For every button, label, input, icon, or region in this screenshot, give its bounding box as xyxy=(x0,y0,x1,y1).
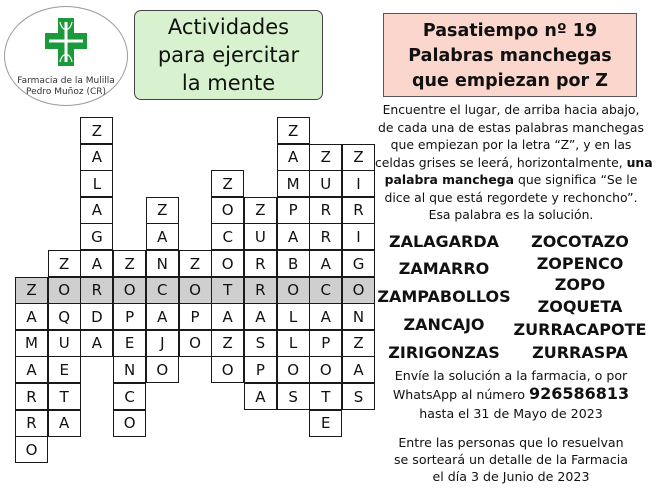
word-list-item: ZAMARRO xyxy=(398,259,490,278)
crossword-cell: P xyxy=(179,303,212,330)
crossword-cell: A xyxy=(277,144,310,171)
crossword-cell: U xyxy=(244,223,277,250)
crossword-cell: A xyxy=(244,383,277,410)
crossword-cell: A xyxy=(244,303,277,330)
crossword-cell: P xyxy=(309,330,342,357)
crossword-cell: Z xyxy=(80,117,113,144)
crossword-cell: O xyxy=(113,410,146,437)
crossword-cell: Z xyxy=(179,250,212,277)
crossword-cell: E xyxy=(309,410,342,437)
crossword-cell: Z xyxy=(113,250,146,277)
crossword-cell: E xyxy=(113,330,146,357)
crossword-cell: G xyxy=(80,223,113,250)
crossword-cell: A xyxy=(342,356,375,383)
crossword-cell: A xyxy=(80,197,113,224)
crossword-solution-cell: O xyxy=(48,277,81,304)
crossword-cell: S xyxy=(342,383,375,410)
word-list-item: ZIRIGONZAS xyxy=(388,343,500,362)
crossword-cell: L xyxy=(277,330,310,357)
raffle-line: se sorteará un detalle de la Farmacia xyxy=(393,452,629,467)
crossword-cell: A xyxy=(211,303,244,330)
crossword-cell: P xyxy=(244,356,277,383)
crossword-cell: Z xyxy=(146,197,179,224)
crossword-cell: O xyxy=(211,356,244,383)
header-line-1: Actividades xyxy=(167,15,290,39)
send-info xyxy=(375,367,647,422)
word-list-item: ZURRASPA xyxy=(532,343,628,362)
word-list-item: ZURRACAPOTE xyxy=(513,320,647,339)
instructions-line: Esa palabra es la solución. xyxy=(428,207,594,222)
crossword-cell: I xyxy=(342,223,375,250)
header-line-2: para ejercitar xyxy=(157,43,300,67)
crossword-cell: A xyxy=(15,356,48,383)
crossword-cell: B xyxy=(277,250,310,277)
crossword-solution-cell: O xyxy=(277,277,310,304)
raffle-line: Entre las personas que lo resuelvan xyxy=(398,435,624,450)
instructions-bold: una xyxy=(626,154,653,170)
word-list-item: ZAMPABOLLOS xyxy=(377,287,511,306)
crossword-cell: O xyxy=(309,356,342,383)
instructions-line: que empiezan por la letra “Z”, y en las xyxy=(390,137,632,152)
instructions-fragment: celdas grises se leerá, horizontalmente, xyxy=(375,154,627,170)
crossword-cell: Z xyxy=(211,330,244,357)
crossword-cell: C xyxy=(113,383,146,410)
send-line xyxy=(375,384,647,405)
word-list-item: ZOCOTAZO xyxy=(531,232,629,251)
instructions-line: dice al que está regordete y rechoncho”. xyxy=(384,189,638,205)
title-line-2: Palabras manchegas xyxy=(408,46,612,66)
instructions-line xyxy=(375,171,647,189)
crossword-cell: J xyxy=(146,330,179,357)
title-line-1: Pasatiempo nº 19 xyxy=(422,21,598,41)
crossword-cell: R xyxy=(15,410,48,437)
crossword-solution-cell: T xyxy=(211,277,244,304)
crossword-cell: E xyxy=(48,356,81,383)
title-line-3: que empiezan por Z xyxy=(412,71,608,91)
crossword-cell: O xyxy=(211,197,244,224)
crossword-cell: A xyxy=(80,330,113,357)
crossword-cell: A xyxy=(277,223,310,250)
crossword-solution-cell: C xyxy=(146,277,179,304)
crossword-cell: N xyxy=(342,303,375,330)
crossword-cell: M xyxy=(15,330,48,357)
crossword-cell: R xyxy=(309,197,342,224)
crossword-cell: Z xyxy=(211,170,244,197)
instructions-bold: palabra manchega xyxy=(384,172,515,187)
crossword-cell: R xyxy=(244,250,277,277)
send-line: hasta el 31 de Mayo de 2023 xyxy=(419,406,603,421)
crossword-cell: I xyxy=(342,170,375,197)
crossword-solution-cell: R xyxy=(244,277,277,304)
crossword-cell: S xyxy=(277,383,310,410)
crossword-cell: L xyxy=(80,170,113,197)
crossword-cell: A xyxy=(309,303,342,330)
crossword-cell: T xyxy=(309,383,342,410)
word-list-item: ZALAGARDA xyxy=(388,232,500,251)
crossword-cell: S xyxy=(244,330,277,357)
crossword-cell: A xyxy=(146,223,179,250)
instructions-fragment: que significa “Se le xyxy=(514,172,638,187)
header-line-3: la mente xyxy=(181,71,276,95)
crossword-cell: A xyxy=(80,144,113,171)
crossword-cell: Z xyxy=(277,117,310,144)
crossword-solution-cell: Z xyxy=(15,277,48,304)
crossword-solution-cell: O xyxy=(113,277,146,304)
crossword-cell: A xyxy=(80,250,113,277)
crossword-cell: Z xyxy=(342,144,375,171)
word-list-item: ZOPO xyxy=(554,275,606,294)
crossword-cell: O xyxy=(277,356,310,383)
crossword-cell: O xyxy=(211,250,244,277)
word-list-item: ZOQUETA xyxy=(537,297,623,316)
crossword-cell: Z xyxy=(244,197,277,224)
crossword-cell: A xyxy=(48,410,81,437)
crossword-cell: U xyxy=(309,170,342,197)
crossword-solution-cell: O xyxy=(342,277,375,304)
crossword-solution-cell: R xyxy=(80,277,113,304)
word-list-item: ZANCAJO xyxy=(403,315,485,334)
raffle-info xyxy=(375,434,647,485)
crossword-cell: G xyxy=(342,250,375,277)
crossword-cell: A xyxy=(15,303,48,330)
logo-text-name: Farmacia de la Mulilla xyxy=(17,76,115,86)
crossword-cell: O xyxy=(179,330,212,357)
instructions-text xyxy=(375,101,653,224)
crossword-cell: R xyxy=(342,197,375,224)
send-fragment: WhatsApp al número xyxy=(392,387,529,402)
crossword-cell: U xyxy=(48,330,81,357)
crossword-cell: N xyxy=(146,250,179,277)
crossword-cell: P xyxy=(113,303,146,330)
crossword-cell: Z xyxy=(342,330,375,357)
instructions-line: de cada una de estas palabras manchegas xyxy=(378,119,644,135)
crossword-cell: A xyxy=(146,303,179,330)
crossword-solution-cell: O xyxy=(179,277,212,304)
logo-text-town: Pedro Muñoz (CR) xyxy=(25,87,107,97)
crossword-cell: N xyxy=(113,356,146,383)
puzzle-title-box xyxy=(383,13,637,97)
crossword-cell: D xyxy=(80,303,113,330)
crossword-cell: T xyxy=(48,383,81,410)
crossword-cell: R xyxy=(15,383,48,410)
crossword-cell: C xyxy=(211,223,244,250)
crossword-cell: L xyxy=(277,303,310,330)
crossword-cell: A xyxy=(309,250,342,277)
crossword-cell: M xyxy=(277,170,310,197)
crossword-cell: O xyxy=(15,436,48,463)
crossword-cell: O xyxy=(146,356,179,383)
whatsapp-phone-number: 926586813 xyxy=(528,384,630,403)
send-line: Envíe la solución a la farmacia, o por xyxy=(394,368,628,383)
crossword-cell: Z xyxy=(48,250,81,277)
raffle-line: el día 3 de Junio de 2023 xyxy=(432,469,590,484)
crossword-cell: Z xyxy=(309,144,342,171)
instructions-line xyxy=(375,154,653,172)
crossword-cell: Q xyxy=(48,303,81,330)
crossword-solution-cell: C xyxy=(309,277,342,304)
crossword-cell: R xyxy=(309,223,342,250)
instructions-line: Encuentre el lugar, de arriba hacia abajo, xyxy=(382,102,640,117)
crossword-cell: P xyxy=(277,197,310,224)
word-list-item: ZOPENCO xyxy=(536,254,624,273)
